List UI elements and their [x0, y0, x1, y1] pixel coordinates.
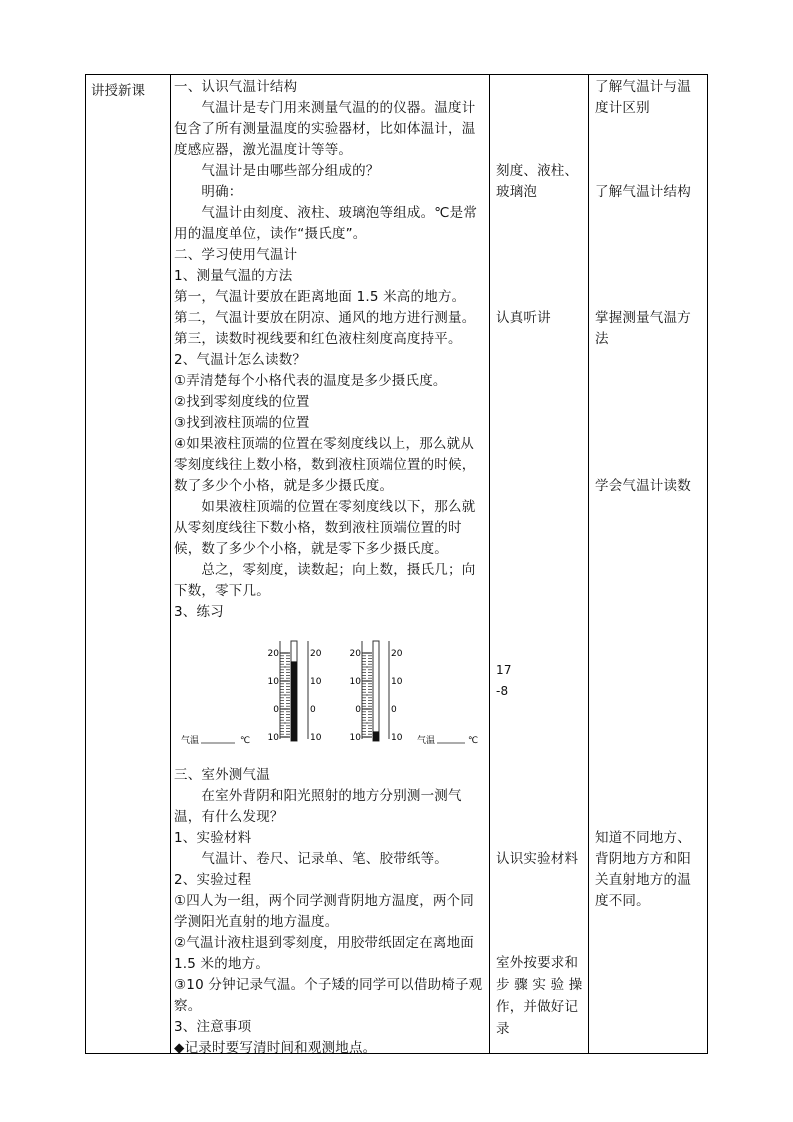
student-note: 步 骤 实 验 操 [496, 977, 583, 993]
content-line: 总之，零刻度，读数起；向上数，摄氏几；向 [174, 562, 476, 578]
content-line: 候，数了多少个小格，就是零下多少摄氏度。 [174, 541, 448, 557]
content-line: ④如果液柱顶端的位置在零刻度线以上，那么就从 [174, 436, 475, 452]
content-line: 学测阳光直射的地方温度。 [174, 914, 339, 930]
content-line: 察。 [174, 998, 202, 1014]
student-note: 作，并做好记 [496, 999, 579, 1015]
goal-note: 法 [595, 331, 609, 347]
goal-note: 了解气温计与温 [595, 79, 691, 95]
goal-note: 度不同。 [595, 893, 650, 909]
student-note: 录 [496, 1021, 510, 1037]
scale-label: 20 [349, 649, 361, 659]
student-note: 刻度、液柱、 [496, 163, 579, 179]
content-line: 如果液柱顶端的位置在零刻度线以下，那么就 [174, 499, 476, 515]
student-note: 玻璃泡 [496, 184, 538, 200]
content-cell [170, 74, 490, 1054]
goal-note: 背阴地方方和阳 [595, 851, 691, 867]
goal-note: 度计区别 [595, 100, 650, 116]
student-activity-cell [489, 74, 589, 1054]
scale-label: 20 [310, 649, 322, 659]
content-line: 1、实验材料 [174, 830, 252, 846]
content-line: 温，有什么发现？ [174, 809, 284, 825]
content-line: ②气温计液柱退到零刻度，用胶带纸固定在离地面 [174, 935, 475, 951]
thermometer-1 [268, 641, 322, 743]
scale-label: 10 [391, 733, 403, 743]
scale-label: 10 [349, 733, 361, 743]
scale-label: 10 [310, 677, 322, 687]
scale-label: 0 [391, 705, 397, 715]
content-line: 下数，零下几。 [174, 583, 270, 599]
content-line: 从零刻度线往下数小格，数到液柱顶端位置的时 [174, 520, 462, 536]
content-line: ②找到零刻度线的位置 [174, 394, 310, 410]
liquid-column [291, 661, 297, 741]
content-line: ①弄清楚每个小格代表的温度是多少摄氏度。 [174, 373, 447, 389]
goal-note: 关直射地方的温 [595, 872, 691, 888]
answer-blank-1 [181, 734, 250, 746]
scale-label: 0 [355, 705, 361, 715]
scale-label: 10 [310, 733, 322, 743]
svg-text:气温: 气温 [181, 736, 200, 746]
content-line: 第二，气温计要放在阴凉、通风的地方进行测量。 [174, 310, 476, 326]
content-line: 气温计、卷尺、记录单、笔、胶带纸等。 [174, 851, 448, 867]
content-line: 3、注意事项 [174, 1019, 252, 1035]
scale-label: 0 [310, 705, 316, 715]
content-line: 第三，读数时视线要和红色液柱刻度高度持平。 [174, 331, 462, 347]
content-line: 气温计由刻度、液柱、玻璃泡等组成。℃是常 [174, 205, 478, 221]
content-line: 数了多少个小格，就是多少摄氏度。 [174, 478, 394, 494]
content-line: ①四人为一组，两个同学测背阴地方温度，两个同 [174, 893, 475, 909]
content-line: 2、实验过程 [174, 872, 252, 888]
content-line: 3、练习 [174, 604, 224, 620]
content-line: 气温计是专门用来测量气温的的仪器。温度计 [174, 100, 476, 116]
goal-note: 学会气温计读数 [595, 478, 691, 494]
scale-ticks [362, 653, 372, 737]
svg-text:℃: ℃ [468, 736, 479, 746]
content-line: 三、室外测气温 [174, 767, 270, 783]
thermometer-practice-figure [177, 635, 483, 747]
scale-label: 20 [391, 649, 403, 659]
content-line: 明确： [174, 184, 243, 200]
scale-label: 10 [267, 677, 279, 687]
scale-label: 10 [391, 677, 403, 687]
scale-label: 20 [267, 649, 279, 659]
row-label: 讲授新课 [91, 83, 145, 99]
content-line: 在室外背阴和阳光照射的地方分别测一测气 [174, 788, 462, 804]
goal-note: 知道不同地方、 [595, 830, 691, 846]
content-line: 一、认识气温计结构 [174, 79, 298, 95]
content-line: 第一，气温计要放在距离地面 1.5 米高的地方。 [174, 289, 466, 305]
goal-note: 掌握测量气温方 [595, 310, 691, 326]
practice-answer: -8 [496, 684, 509, 698]
content-line: 1、测量气温的方法 [174, 268, 293, 284]
student-note: 认识实验材料 [496, 851, 579, 867]
content-line: ③10 分钟记录气温。个子矮的同学可以借助椅子观 [174, 977, 483, 993]
content-line: 包含了所有测量温度的实验器材，比如体温计，温 [174, 121, 476, 137]
liquid-column [373, 731, 379, 741]
scale-label: 0 [273, 705, 279, 715]
svg-text:气温: 气温 [417, 736, 436, 746]
scale-label: 10 [349, 677, 361, 687]
content-line: 气温计是由哪些部分组成的？ [174, 163, 380, 179]
scale-ticks [280, 653, 290, 737]
content-line: 二、学习使用气温计 [174, 247, 298, 263]
thermometer-2 [350, 641, 403, 743]
goal-note: 了解气温计结构 [595, 184, 691, 200]
content-line: 1.5 米的地方。 [174, 956, 270, 972]
content-line: 度感应器，激光温度计等等。 [174, 142, 353, 158]
glass-tube [373, 641, 379, 741]
content-line: 2、气温计怎么读数？ [174, 352, 307, 368]
content-line: 用的温度单位，读作“摄氏度”。 [174, 226, 367, 242]
practice-answer: 17 [496, 663, 512, 677]
content-line: ③找到液柱顶端的位置 [174, 415, 310, 431]
row-label-cell [85, 74, 171, 1054]
goal-cell [588, 74, 708, 1054]
scale-label: 10 [267, 733, 279, 743]
content-line: ◆记录时要写清时间和观测地点。 [174, 1040, 377, 1056]
content-line: 零刻度线往上数小格，数到液柱顶端位置的时候， [174, 457, 476, 473]
student-note: 认真听讲 [496, 310, 551, 326]
answer-blank-2 [417, 734, 478, 746]
svg-text:℃: ℃ [240, 736, 251, 746]
student-note: 室外按要求和 [496, 955, 579, 971]
